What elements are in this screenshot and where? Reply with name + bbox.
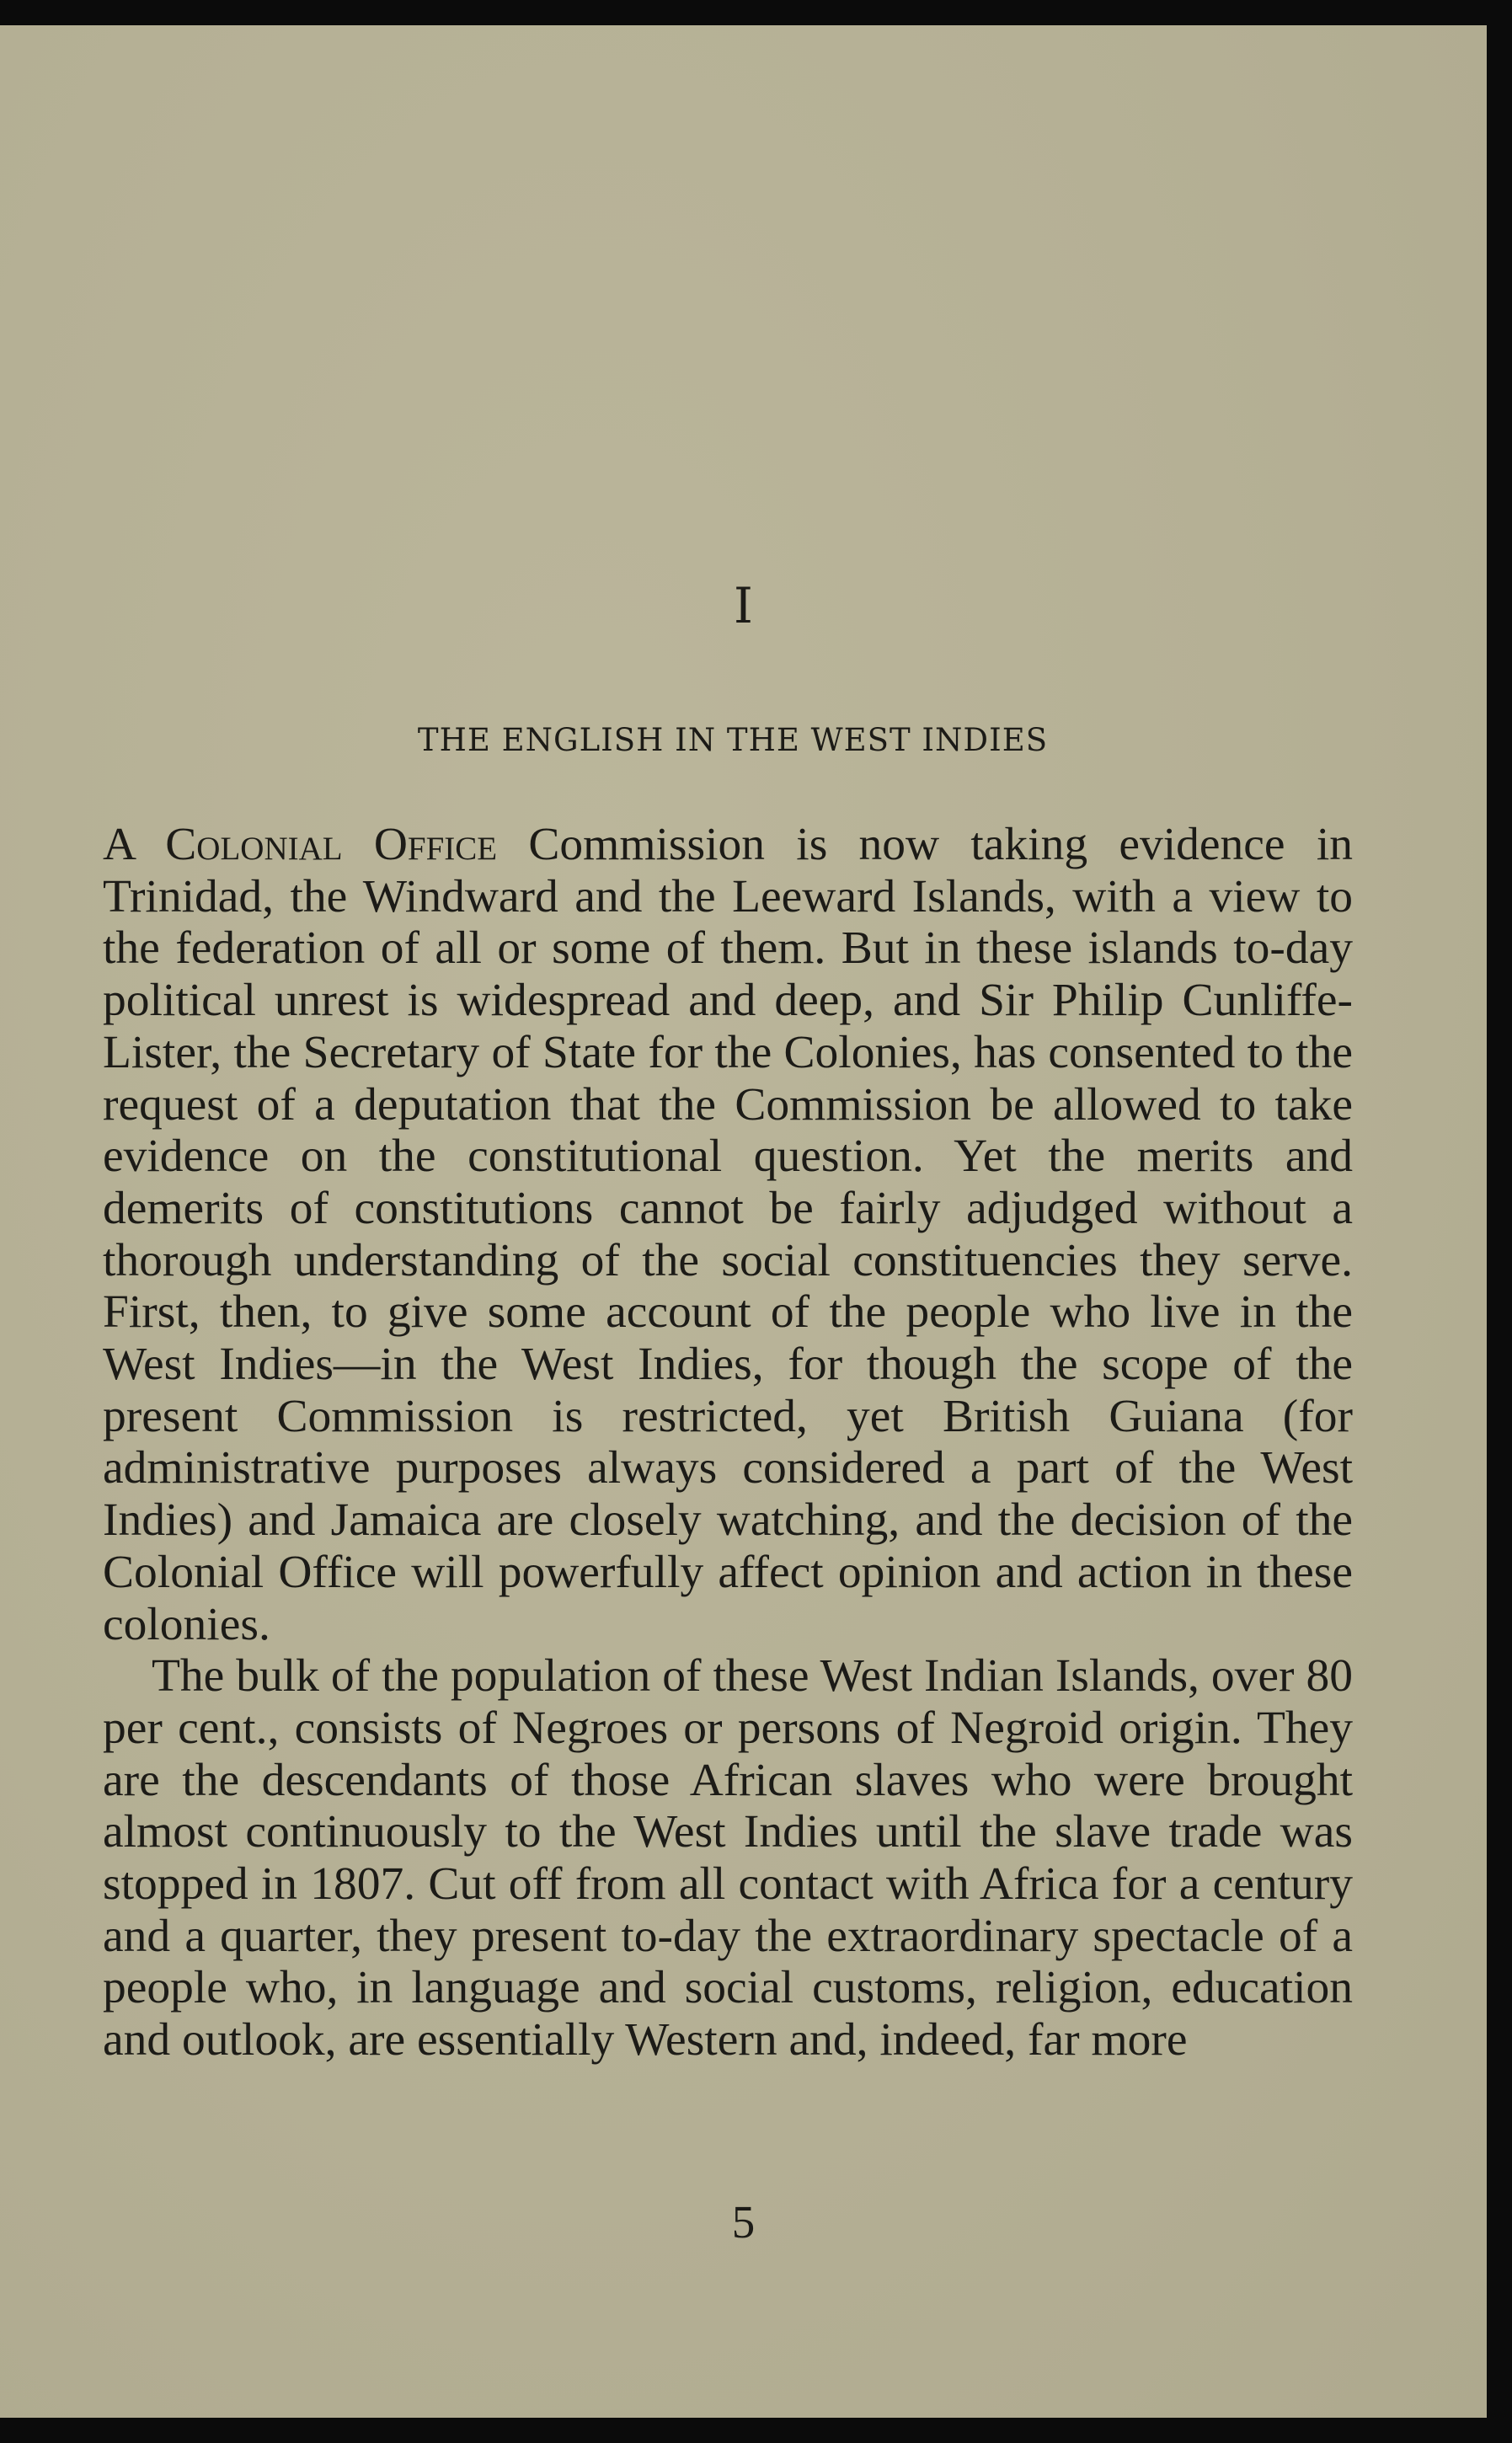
paragraph-1-lead: A Colonial Office	[103, 819, 498, 870]
paragraph-2: The bulk of the population of these West Indian Islands, over 80 per cent., consists of Negroes or persons of Negroid origin. They are the descendants of those African slaves who were brought almost continuously to the West Indies until the slave trade was stopped in 1807. Cut off from all contact with Africa for a century and a quarter, they present to-day the extraordinary spectacle of a people who, in language and social customs, religion, education and outlook, are essentially Western and, indeed, far more	[103, 1650, 1353, 2066]
paragraph-1-text: Commission is now taking evidence in Trinidad, the Windward and the Leeward Islands, with a view to the federation of all or some of them. But in these islands to-day political unrest is widespread and deep, and Sir Philip Cunliffe-Lister, the Secretary of State for the Colonies, has consented to the request of a deputation that the Commission be allowed to take evidence on the constitutional question. Yet the merits and demerits of constitutions cannot be fairly adjudged without a thorough understanding of the social constituencies they serve. First, then, to give some account of the people who live in the West Indies—in the West Indies, for though the scope of the present Commission is restricted, yet British Guiana (for administrative purposes always considered a part of the West Indies) and Jamaica are closely watching, and the decision of the Colonial Office will powerfully affect opinion and action in these colonies.	[103, 819, 1353, 1650]
chapter-title: THE ENGLISH IN THE WEST INDIES	[417, 722, 1049, 758]
paragraph-1	[103, 819, 1353, 1650]
page-number: 5	[731, 2196, 756, 2248]
chapter-number: I	[734, 577, 753, 634]
book-page	[0, 25, 1487, 2418]
body-text	[103, 819, 1353, 2066]
